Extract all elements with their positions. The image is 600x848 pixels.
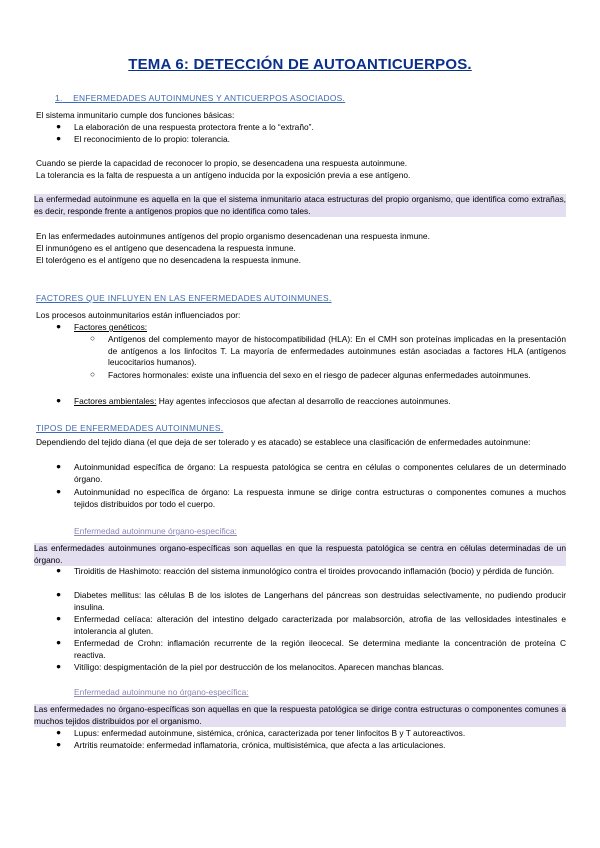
bullet-icon: ● <box>56 589 62 599</box>
list-item: Diabetes mellitus: las células B de los islotes de Langerhans del páncreas son destruidas selectivamente, no pudiendo producir insulina. <box>74 590 566 612</box>
list-item: Tiroiditis de Hashimoto: reacción del sistema inmunológico contra el tiroides provocando inflamación (bocio) y pérdida de función. <box>74 566 555 576</box>
bullet-icon: ● <box>56 661 62 671</box>
list-item: Factores hormonales: existe una influencia del sexo en el riesgo de padecer algunas enfermedades autoinmunes. <box>108 370 531 380</box>
list-item: Lupus: enfermedad autoinmune, sistémica, crónica, caracterizada por tener linfocitos B y T autoreactivos. <box>74 728 466 738</box>
paragraph: Cuando se pierde la capacidad de reconocer lo propio, se desencadena una respuesta autoinmune. <box>36 158 408 168</box>
bullet-icon: ● <box>56 321 62 331</box>
paragraph: El inmunógeno es el antígeno que desencadena la respuesta inmune. <box>36 243 296 253</box>
bullet-icon: ● <box>56 133 62 143</box>
paragraph: El tolerógeno es el antígeno que no desencadena la respuesta inmune. <box>36 255 301 265</box>
bullet-icon: ● <box>56 727 62 737</box>
list-item: Artritis reumatoide: enfermedad inflamatoria, crónica, multisistémica, que afecta a las articulaciones. <box>74 740 446 750</box>
list-item: Antígenos del complemento mayor de histocompatibilidad (HLA): En el CMH son proteínas implicadas en la presentación de antígenos a los linfocitos T. La mayoría de enfermedades autoinmunes están asociadas a factores HLA (antígenos leucocitarios humanos). <box>108 334 566 367</box>
section-heading-autoimmune: 1. ENFERMEDADES AUTOINMUNES Y ANTICUERPOS ASOCIADOS. <box>55 93 346 103</box>
list-item: Enfermedad de Crohn: inflamación recurrente de la región ileocecal. Se determina mediante la concentración de proteína C reactiva. <box>74 638 566 660</box>
list-item: El reconocimiento de lo propio: tolerancia. <box>74 134 230 144</box>
highlighted-definition: La enfermedad autoinmune es aquella en la que el sistema inmunitario ataca estructuras del propio organismo, que identifica como extrañas, es decir, responde frente a antígenos propios que no identifica como tales. <box>34 194 566 216</box>
bullet-icon: ● <box>56 121 62 131</box>
bullet-icon: ● <box>56 395 62 405</box>
environment-factors-text: Hay agentes infecciosos que afectan al desarrollo de reacciones autoinmunes. <box>156 396 451 406</box>
section-heading-factors: FACTORES QUE INFLUYEN EN LAS ENFERMEDADES AUTOINMUNES. <box>36 293 332 303</box>
list-item <box>74 396 600 408</box>
bullet-icon: ● <box>56 461 62 471</box>
bullet-icon: ● <box>56 613 62 623</box>
circle-bullet-icon: ○ <box>90 333 96 343</box>
highlighted-definition: Las enfermedades autoinmunes organo-específicas son aquellas en que la respuesta patológica se centra en células determinadas de un órgano. <box>34 543 566 565</box>
paragraph: Dependiendo del tejido diana (el que deja de ser tolerado y es atacado) se establece una clasificación de enfermedades autoinmune: <box>36 437 531 447</box>
subheading-organ-specific: Enfermedad autoinmune órgano-específica: <box>74 526 237 536</box>
bullet-icon: ● <box>56 637 62 647</box>
highlighted-definition: Las enfermedades no órgano-específicas son aquellas en que la respuesta patológica se dirige contra estructuras o componentes comunes a muchos tejidos distribuidos por el organismo. <box>34 704 566 726</box>
list-item: Enfermedad celíaca: alteración del intestino delgado caracterizada por malabsorción, atrofia de las vellosidades intestinales e intolerancia al gluten. <box>74 614 566 636</box>
bullet-icon: ● <box>56 739 62 749</box>
paragraph: Los procesos autoinmunitarios están influenciados por: <box>36 310 241 320</box>
page-title: TEMA 6: DETECCIÓN DE AUTOANTICUERPOS. <box>128 56 472 73</box>
paragraph: La tolerancia es la falta de respuesta a un antígeno inducida por la exposición previa a ese antígeno. <box>36 170 411 180</box>
list-item: Vitíligo: despigmentación de la piel por destrucción de los melanocitos. Aparecen manchas blancas. <box>74 662 444 672</box>
list-item: La elaboración de una respuesta protectora frente a lo “extraño”. <box>74 122 314 132</box>
list-item: Autoinmunidad específica de órgano: La respuesta patológica se centra en células o componentes celulares de un determinado órgano. <box>74 462 566 484</box>
list-item: Autoinmunidad no específica de órgano: La respuesta inmune se dirige contra estructuras o componentes comunes a muchos tejidos distribuidos por todo el cuerpo. <box>74 487 566 509</box>
bullet-icon: ● <box>56 486 62 496</box>
subheading-non-organ-specific: Enfermedad autoinmune no órgano-específica: <box>74 687 249 697</box>
paragraph: En las enfermedades autoinmunes antígenos del propio organismo desencadenan una respuesta inmune. <box>36 231 430 241</box>
environment-factors-label: Factores ambientales: <box>74 396 157 406</box>
circle-bullet-icon: ○ <box>90 369 96 379</box>
section-heading-types: TIPOS DE ENFERMEDADES AUTOINMUNES. <box>36 423 224 433</box>
genetic-factors-label: Factores genéticos: <box>74 322 148 332</box>
bullet-icon: ● <box>56 565 62 575</box>
paragraph: El sistema inmunitario cumple dos funciones básicas: <box>36 110 235 120</box>
